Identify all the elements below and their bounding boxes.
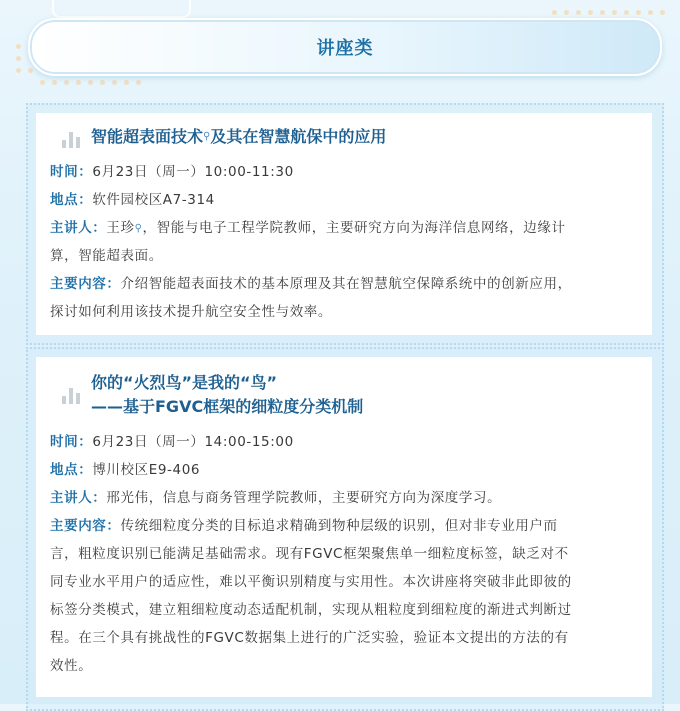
content-label: 主要内容： bbox=[50, 518, 121, 534]
content-text: 介绍智能超表面技术的基本原理及其在智慧航空保障系统中的创新应用， bbox=[120, 276, 572, 292]
lecture-2-time bbox=[50, 429, 644, 456]
time-value: 6月23日（周一）10:00-11:30 bbox=[92, 164, 294, 180]
search-icon[interactable]: ⚲ bbox=[203, 131, 211, 142]
bar-chart-icon bbox=[62, 130, 82, 148]
bar-chart-icon bbox=[62, 386, 82, 404]
lecture-1-place bbox=[50, 187, 644, 214]
lecture-1-title bbox=[91, 125, 386, 149]
place-label: 地点： bbox=[50, 462, 93, 478]
content-text: 传统细粒度分类的目标追求精确到物种层级的识别，但对非专业用户而 bbox=[120, 518, 558, 534]
time-label: 时间： bbox=[50, 164, 93, 180]
speaker-name: 王珍 bbox=[106, 220, 135, 236]
lecture-2-content bbox=[50, 513, 644, 540]
lecture-section-1 bbox=[26, 103, 664, 345]
lecture-2-content-line: 效性。 bbox=[50, 658, 93, 674]
speaker-desc: ，智能与电子工程学院教师，主要研究方向为海洋信息网络，边缘计 bbox=[142, 220, 566, 236]
lecture-2-speaker bbox=[50, 485, 644, 512]
lecture-2-content-line: 程。在三个具有挑战性的FGVC数据集上进行的广泛实验，验证本文提出的方法的有 bbox=[50, 630, 569, 646]
place-label: 地点： bbox=[50, 192, 93, 208]
lecture-section-2 bbox=[26, 347, 664, 711]
lecture-2-title-line1: 你的“火烈鸟”是我的“鸟” bbox=[91, 373, 278, 392]
lecture-1-title-part2: 及其在智慧航保中的应用 bbox=[210, 127, 387, 146]
lecture-card-1 bbox=[36, 113, 652, 335]
time-label: 时间： bbox=[50, 434, 93, 450]
lecture-1-title-part1: 智能超表面技术 bbox=[91, 127, 204, 146]
lecture-2-title-line2: ——基于FGVC框架的细粒度分类机制 bbox=[91, 397, 364, 416]
lecture-1-content bbox=[50, 271, 644, 298]
top-frame-decoration bbox=[52, 0, 191, 18]
speaker-label: 主讲人： bbox=[50, 490, 107, 506]
section-title: 讲座类 bbox=[316, 38, 374, 59]
lecture-2-content-line: 标签分类模式，建立粗细粒度动态适配机制，实现从粗粒度到细粒度的渐进式判断过 bbox=[50, 602, 572, 618]
lecture-2-place bbox=[50, 457, 644, 484]
lecture-1-speaker-cont: 算，智能超表面。 bbox=[50, 248, 163, 264]
section-banner bbox=[28, 18, 662, 76]
content-label: 主要内容： bbox=[50, 276, 121, 292]
search-icon[interactable]: ⚲ bbox=[134, 223, 143, 234]
lecture-1-time bbox=[50, 159, 644, 186]
place-value: 博川校区E9-406 bbox=[92, 462, 201, 478]
lecture-1-speaker bbox=[50, 215, 644, 242]
lecture-2-content-line: 同专业水平用户的适应性，难以平衡识别精度与实用性。本次讲座将突破非此即彼的 bbox=[50, 574, 572, 590]
speaker-label: 主讲人： bbox=[50, 220, 107, 236]
time-value: 6月23日（周一）14:00-15:00 bbox=[92, 434, 294, 450]
speaker-value: 邢光伟，信息与商务管理学院教师，主要研究方向为深度学习。 bbox=[106, 490, 502, 506]
place-value: 软件园校区A7-314 bbox=[92, 192, 215, 208]
lecture-card-2 bbox=[36, 357, 652, 697]
lecture-1-content-cont: 探讨如何利用该技术提升航空安全性与效率。 bbox=[50, 304, 332, 320]
lecture-2-content-line: 言，粗粒度识别已能满足基础需求。现有FGVC框架聚焦单一细粒度标签，缺乏对不 bbox=[50, 546, 569, 562]
